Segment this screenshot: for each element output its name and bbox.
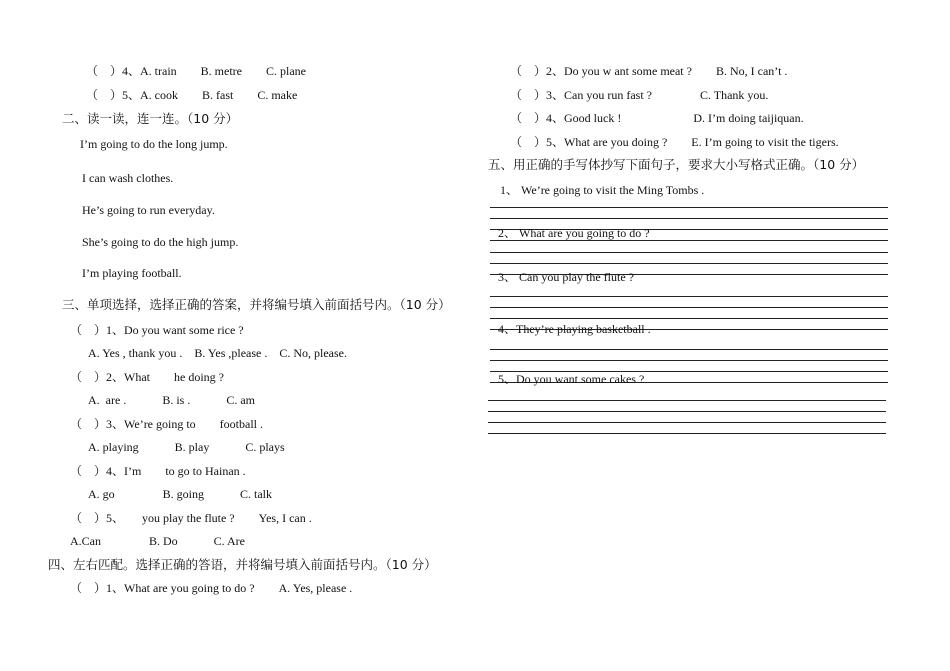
sec4-q4: （ ）4、Good luck ! D. I’m doing taijiquan. [510, 111, 804, 125]
q1-5-line: （ ）5、A. cook B. fast C. make [86, 88, 298, 102]
writing-line [490, 263, 888, 264]
sec3-q5-options: A.Can B. Do C. Are [70, 534, 245, 548]
sec4-q1: （ ）1、What are you going to do ? A. Yes, please . [70, 581, 353, 595]
sec2-item-4: She’s going to do the high jump. [82, 235, 239, 249]
q1-4-line: （ ）4、A. train B. metre C. plane [86, 64, 306, 78]
writing-line [490, 296, 888, 297]
sec5-item-4: 4、They’re playing basketball . [498, 322, 651, 336]
writing-line [488, 411, 886, 412]
sec3-q2: （ ）2、What he doing ? [70, 370, 224, 384]
sec4-q3: （ ）3、Can you run fast ? C. Thank you. [510, 88, 769, 102]
writing-line [488, 433, 886, 434]
sec2-item-1: I’m going to do the long jump. [80, 137, 228, 151]
writing-line [488, 422, 886, 423]
sec3-q2-options: A. are . B. is . C. am [88, 393, 255, 407]
sec3-q4: （ ）4、I’m to go to Hainan . [70, 464, 246, 478]
sec3-q1-options: A. Yes , thank you . B. Yes ,please . C. No, please. [88, 346, 347, 360]
section-3-title: 三、单项选择，选择正确的答案，并将编号填入前面括号内。（10 分） [62, 297, 451, 312]
sec4-q2: （ ）2、Do you w ant some meat ? B. No, I can’t . [510, 64, 788, 78]
section-2-title: 二、读一读，连一连。（10 分） [62, 111, 239, 126]
writing-line [490, 318, 888, 319]
section-5-title: 五、用正确的手写体抄写下面句子，要求大小写格式正确。（10 分） [488, 157, 865, 172]
sec3-q3-options: A. playing B. play C. plays [88, 440, 285, 454]
sec4-q5: （ ）5、What are you doing ? E. I’m going to visit the tigers. [510, 135, 839, 149]
sec5-item-5: 5、Do you want some cakes ? [498, 372, 645, 386]
sec5-item-1: 1、 We’re going to visit the Ming Tombs . [500, 183, 705, 197]
writing-line [490, 349, 888, 350]
sec2-item-5: I’m playing football. [82, 266, 182, 280]
sec3-q1: （ ）1、Do you want some rice ? [70, 323, 244, 337]
sec2-item-2: I can wash clothes. [82, 171, 174, 185]
writing-line [490, 307, 888, 308]
writing-line [490, 218, 888, 219]
sec2-item-3: He’s going to run everyday. [82, 203, 215, 217]
writing-line [490, 207, 888, 208]
sec5-item-3: 3、 Can you play the flute ? [498, 270, 634, 284]
sec3-q5: （ ）5、 you play the flute ? Yes, I can . [70, 511, 312, 525]
sec5-item-2: 2、 What are you going to do ? [498, 226, 650, 240]
sec3-q3: （ ）3、We’re going to football . [70, 417, 264, 431]
section-4-title: 四、左右匹配。选择正确的答语，并将编号填入前面括号内。（10 分） [48, 557, 437, 572]
writing-line [490, 240, 888, 241]
sec3-q4-options: A. go B. going C. talk [88, 487, 273, 501]
writing-line [488, 400, 886, 401]
writing-line [490, 252, 888, 253]
writing-line [490, 360, 888, 361]
